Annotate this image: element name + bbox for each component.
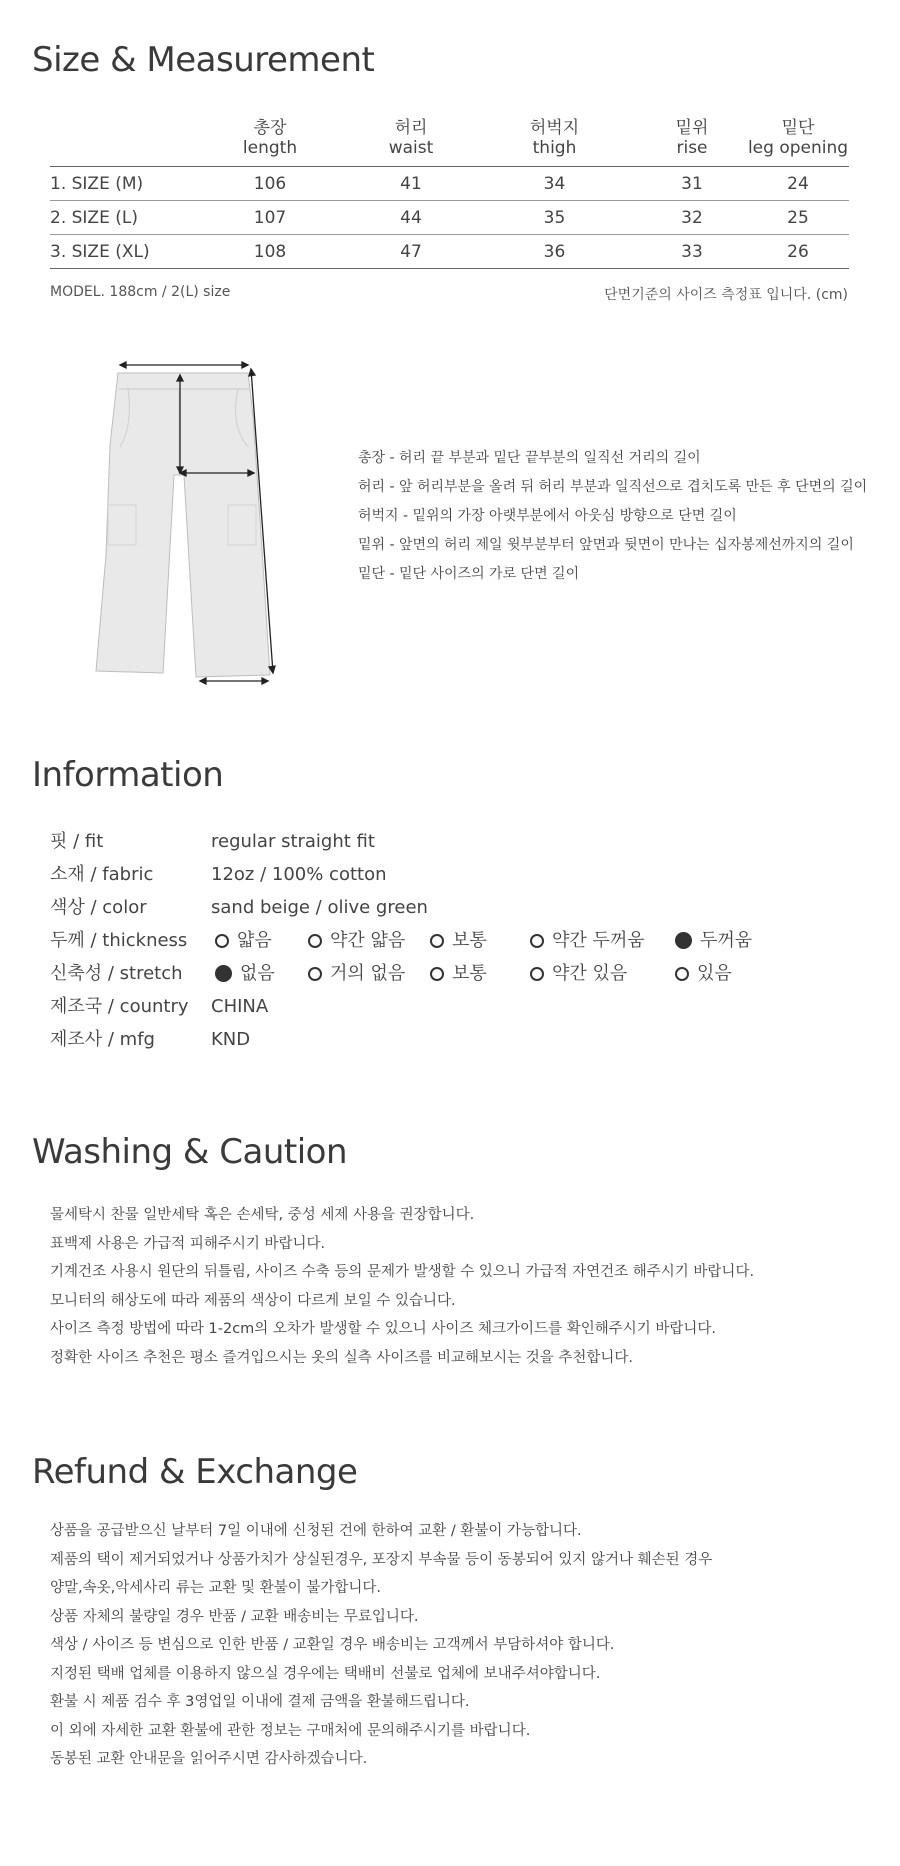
radio-circle-icon bbox=[530, 967, 544, 981]
stretch-option-selected: 없음 bbox=[215, 957, 275, 990]
text-line: 동봉된 교환 안내문을 읽어주시면 감사하겠습니다. bbox=[50, 1751, 368, 1767]
thickness-option-selected: 두꺼움 bbox=[675, 924, 752, 957]
size-section-title: Size & Measurement bbox=[32, 40, 375, 80]
text-line: 환불 시 제품 검수 후 3영업일 이내에 결제 금액을 환불해드립니다. bbox=[50, 1694, 470, 1710]
text-line: 사이즈 측정 방법에 따라 1-2cm의 오차가 발생할 수 있으니 사이즈 체크가이드를 확인해주시기 바랍니다. bbox=[50, 1321, 716, 1337]
text-line: 색상 / 사이즈 등 변심으로 인한 반품 / 교환일 경우 배송비는 고객께서 부담하셔야 합니다. bbox=[50, 1637, 615, 1653]
washing-section-title: Washing & Caution bbox=[32, 1132, 347, 1172]
table-row bbox=[50, 235, 849, 269]
table-cell: 107 bbox=[253, 207, 287, 228]
table-cell: 108 bbox=[253, 241, 287, 262]
info-value: KND bbox=[211, 1029, 251, 1050]
table-cell: 34 bbox=[543, 173, 566, 194]
info-label: 소재 / fabric bbox=[50, 864, 154, 885]
list-item: 허벅지 - 밑위의 가장 아랫부분에서 아웃심 방향으로 단면 길이 bbox=[358, 508, 737, 524]
table-cell: 47 bbox=[400, 241, 422, 262]
info-value: regular straight fit bbox=[211, 831, 375, 852]
table-cell: 33 bbox=[681, 241, 703, 262]
text-line: 정확한 사이즈 추천은 평소 즐겨입으시는 옷의 실측 사이즈를 비교해보시는 것을 추천합니다. bbox=[50, 1349, 633, 1366]
radio-filled-icon bbox=[675, 932, 692, 949]
text-line: 상품 자체의 불량일 경우 반품 / 교환 배송비는 무료입니다. bbox=[50, 1608, 419, 1625]
column-header bbox=[50, 118, 190, 167]
table-cell: 35 bbox=[543, 207, 566, 228]
radio-filled-icon bbox=[215, 965, 232, 982]
info-label: 제조국 / country bbox=[50, 996, 189, 1017]
table-cell: 31 bbox=[681, 173, 703, 194]
table-row bbox=[50, 201, 849, 235]
list-item: 밑위 - 앞면의 허리 제일 윗부분부터 앞면과 뒷면이 만나는 십자봉제선까지의 길이 bbox=[358, 537, 854, 553]
text-line: 모니터의 해상도에 따라 제품의 색상이 다르게 보일 수 있습니다. bbox=[50, 1292, 456, 1309]
text-line: 표백제 사용은 가급적 피해주시기 바랍니다. bbox=[50, 1235, 326, 1252]
column-header-leg-opening: 밑단 leg opening bbox=[747, 118, 849, 158]
table-cell: 25 bbox=[787, 207, 809, 228]
table-cell: 24 bbox=[787, 173, 809, 194]
text-line: 이 외에 자세한 교환 환불에 관한 정보는 구매처에 문의해주시기를 바랍니다. bbox=[50, 1722, 531, 1739]
table-cell: 26 bbox=[787, 241, 809, 262]
thickness-option: 약간 두꺼움 bbox=[530, 924, 645, 957]
stretch-option: 거의 없음 bbox=[308, 957, 405, 990]
info-value: 12oz / 100% cotton bbox=[211, 864, 387, 885]
text-line: 상품을 공급받으신 날부터 7일 이내에 신청된 건에 한하여 교환 / 환불이 가능합니다. bbox=[50, 1523, 582, 1539]
refund-text bbox=[50, 1517, 712, 1774]
info-label: 두께 / thickness bbox=[50, 930, 188, 951]
text-line: 물세탁시 찬물 일반세탁 혹은 손세탁, 중성 세제 사용을 권장합니다. bbox=[50, 1207, 475, 1223]
unit-note: 단면기준의 사이즈 측정표 입니다. (cm) bbox=[604, 287, 848, 303]
table-cell: 106 bbox=[253, 173, 287, 194]
size-table bbox=[50, 118, 849, 269]
size-label: 1. SIZE (M) bbox=[50, 173, 144, 194]
text-line: 양말,속옷,악세사리 류는 교환 및 환불이 불가합니다. bbox=[50, 1580, 382, 1596]
thickness-option: 얇음 bbox=[215, 924, 272, 957]
table-cell: 32 bbox=[681, 207, 703, 228]
info-value: sand beige / olive green bbox=[211, 897, 428, 918]
info-label: 제조사 / mfg bbox=[50, 1029, 155, 1050]
stretch-option: 있음 bbox=[675, 957, 732, 990]
text-line: 지정된 택배 업체를 이용하지 않으실 경우에는 택배비 선불로 업체에 보내주셔야합니다. bbox=[50, 1665, 601, 1682]
info-label: 핏 / fit bbox=[50, 831, 104, 852]
radio-circle-icon bbox=[430, 934, 444, 948]
stretch-option: 보통 bbox=[430, 957, 487, 990]
info-label: 신축성 / stretch bbox=[50, 963, 183, 984]
text-line: 제품의 택이 제거되었거나 상품가치가 상실된경우, 포장지 부속물 등이 동봉되어 있지 않거나 훼손된 경우 bbox=[50, 1551, 713, 1568]
measurement-guide bbox=[358, 444, 867, 589]
text-line: 기계건조 사용시 원단의 뒤틀림, 사이즈 수축 등의 문제가 발생할 수 있으니 가급적 자연건조 해주시기 바랍니다. bbox=[50, 1264, 755, 1280]
info-label: 색상 / color bbox=[50, 897, 147, 918]
refund-section-title: Refund & Exchange bbox=[32, 1452, 358, 1492]
size-label: 2. SIZE (L) bbox=[50, 207, 138, 228]
info-section-title: Information bbox=[32, 755, 224, 795]
list-item: 밑단 - 밑단 사이즈의 가로 단면 길이 bbox=[358, 566, 580, 582]
table-row bbox=[50, 167, 849, 201]
washing-text bbox=[50, 1201, 754, 1372]
info-value: CHINA bbox=[211, 996, 269, 1017]
thickness-option: 보통 bbox=[430, 924, 487, 957]
size-table-header bbox=[50, 118, 849, 167]
table-cell: 36 bbox=[543, 241, 566, 262]
column-header-rise: 밑위 rise bbox=[675, 118, 709, 158]
column-header-thigh: 허벅지 thigh bbox=[529, 118, 580, 158]
list-item: 총장 - 허리 끝 부분과 밑단 끝부분의 일직선 거리의 길이 bbox=[358, 450, 701, 466]
thickness-option: 약간 얇음 bbox=[308, 924, 405, 957]
radio-circle-icon bbox=[215, 934, 229, 948]
radio-circle-icon bbox=[530, 934, 544, 948]
pants-measurement-diagram bbox=[88, 355, 288, 685]
stretch-option: 약간 있음 bbox=[530, 957, 627, 990]
pants-illustration bbox=[96, 373, 270, 677]
radio-circle-icon bbox=[308, 934, 322, 948]
table-cell: 44 bbox=[400, 207, 422, 228]
list-item: 허리 - 앞 허리부분을 올려 뒤 허리 부분과 일직선으로 겹치도록 만든 후 단면의 길이 bbox=[358, 479, 868, 495]
radio-circle-icon bbox=[675, 967, 689, 981]
radio-circle-icon bbox=[308, 967, 322, 981]
radio-circle-icon bbox=[430, 967, 444, 981]
size-label: 3. SIZE (XL) bbox=[50, 241, 150, 262]
table-cell: 41 bbox=[400, 173, 422, 194]
model-note: MODEL. 188cm / 2(L) size bbox=[50, 284, 231, 300]
column-header-length: 총장 length bbox=[242, 118, 298, 158]
column-header-waist: 허리 waist bbox=[388, 118, 434, 158]
